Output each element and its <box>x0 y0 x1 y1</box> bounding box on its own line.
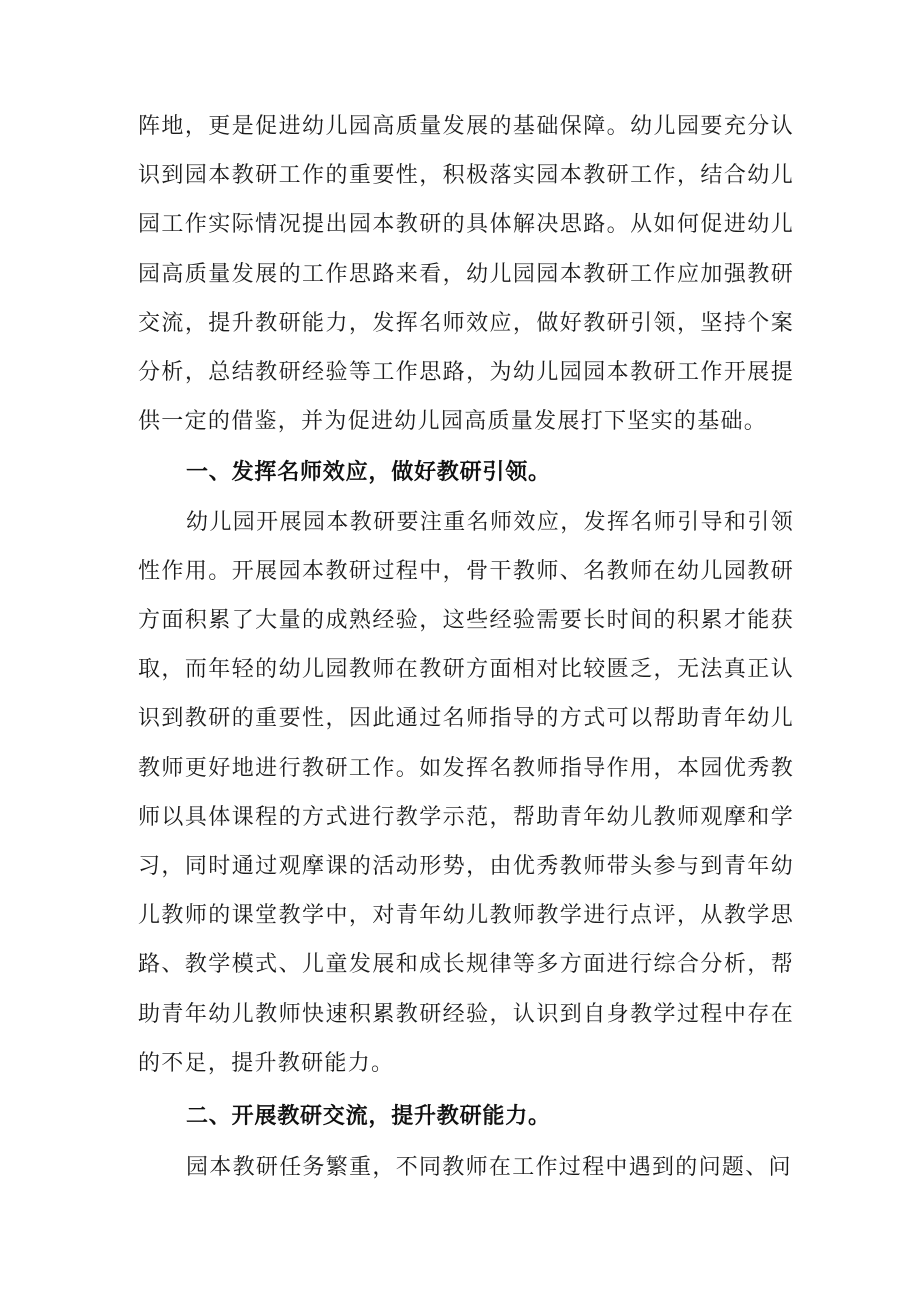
intro-paragraph: 阵地，更是促进幼儿园高质量发展的基础保障。幼儿园要充分认识到园本教研工作的重要性，积极落实园本教研工作，结合幼儿园工作实际情况提出园本教研的具体解决思路。从如何促进幼儿园高质量发展的工作思路来看，幼儿园园本教研工作应加强教研交流，提升教研能力，发挥名师效应，做好教研引领，坚持个案分析，总结教研经验等工作思路，为幼儿园园本教研工作开展提供一定的借鉴，并为促进幼儿园高质量发展打下坚实的基础。 <box>138 114 794 435</box>
section-heading-1: 一、发挥名师效应，做好教研引领。 <box>186 460 551 486</box>
section-1-paragraph: 幼儿园开展园本教研要注重名师效应，发挥名师引导和引领性作用。开展园本教研过程中，骨干教师、名教师在幼儿园教研方面积累了大量的成熟经验，这些经验需要长时间的积累才能获取，而年轻的幼儿园教师在教研方面相对比较匮乏，无法真正认识到教研的重要性，因此通过名师指导的方式可以帮助青年幼儿教师更好地进行教研工作。如发挥名教师指导作用，本园优秀教师以具体课程的方式进行教学示范，帮助青年幼儿教师观摩和学习，同时通过观摩课的活动形势，由优秀教师带头参与到青年幼儿教师的课堂教学中，对青年幼儿教师教学进行点评，从教学思路、教学模式、儿童发展和成长规律等多方面进行综合分析，帮助青年幼儿教师快速积累教研经验，认识到自身教学过程中存在的不足，提升教研能力。 <box>138 509 794 1076</box>
document-body <box>138 102 794 1192</box>
section-2-paragraph: 园本教研任务繁重，不同教师在工作过程中遇到的问题、问 <box>186 1155 792 1181</box>
section-heading-2: 二、开展教研交流，提升教研能力。 <box>186 1104 551 1130</box>
